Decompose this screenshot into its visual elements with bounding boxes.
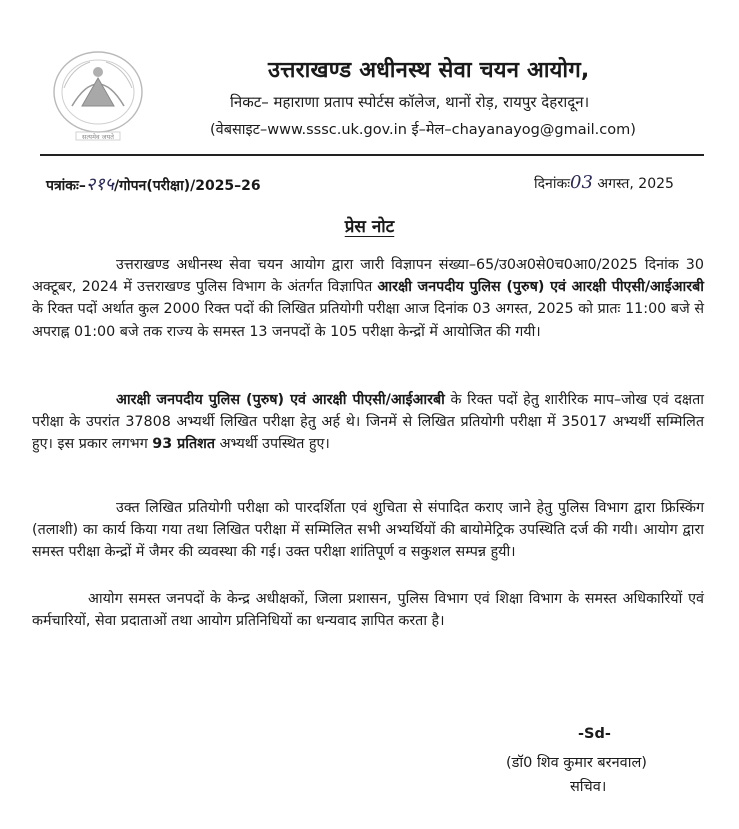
signature-sd: -Sd- xyxy=(578,726,611,742)
p1-text-c: के रिक्त पदों अर्थात कुल 2000 रिक्त पदों की लिखित प्रतियोगी परीक्षा आज दिनांक 03 अगस्त, 2025 को प्रातः 11:00 बजे से अपराह्न 01:00 बजे तक राज्य के समस्त 13 जनपदों के 105 परीक्षा केन्द्रों में आयोजित की गयी। xyxy=(32,301,704,340)
p2-text-d: अभ्यर्थी उपस्थित हुए। xyxy=(215,436,330,453)
document-date xyxy=(534,172,674,193)
document-heading xyxy=(0,214,739,237)
reference-suffix: /गोपन(परीक्षा)/2025–26 xyxy=(113,178,261,194)
org-address: निकट– महाराणा प्रताप स्पोर्टस कॉलेज, थानों रोड़, रायपुर देहरादून। xyxy=(230,93,590,111)
reference-prefix: पत्रांकः– xyxy=(46,178,86,194)
p2-text-b: के रिक्त पदों हेतु शारीरिक माप–जोख एवं दक्षता परीक्षा के उपरांत 37808 अभ्यर्थी लिखित परीक्षा हेतु अर्ह थे। जिनमें से लिखित प्रतियोगी परीक्षा में 35017 अभ्यर्थी सम्मिलित हुए। इस प्रकार लगभग xyxy=(32,392,704,453)
signatory-name: (डॉ0 शिव कुमार बरनवाल) xyxy=(506,755,647,771)
reference-handwritten-number: २१५ xyxy=(85,174,114,195)
paragraph-1 xyxy=(32,254,704,343)
p2-bold-percent: 93 प्रतिशत xyxy=(152,436,216,453)
org-name: उत्तराखण्ड अधीनस्थ सेवा चयन आयोग, xyxy=(268,58,590,83)
org-contact: (वेबसाइट–www.sssc.uk.gov.in ई–मेल–chayanayog@gmail.com) xyxy=(210,122,636,138)
header-divider xyxy=(40,154,704,156)
date-prefix: दिनांकः xyxy=(534,176,571,192)
date-rest: अगस्त, 2025 xyxy=(592,176,674,192)
heading-text: प्रेस नोट xyxy=(344,217,395,237)
emblem-motto: सत्यमेव जयते xyxy=(82,133,114,141)
p1-text-a: उत्तराखण्ड अधीनस्थ सेवा चयन आयोग द्वारा जारी विज्ञापन संख्या–65/उ0अ0से0च0आ0/2025 दिनांक 30 अक्टूबर, 2024 में उत्तराखण्ड पुलिस विभाग के अंतर्गत विज्ञापित xyxy=(32,257,704,296)
signatory-title: सचिव। xyxy=(570,779,607,795)
date-handwritten-day: 03 xyxy=(570,172,593,193)
commission-emblem-logo xyxy=(42,48,154,146)
paragraph-3: उक्त लिखित प्रतियोगी परीक्षा को पारदर्शिता एवं शुचिता से संपादित कराए जाने हेतु पुलिस विभाग द्वारा फ्रिस्किंग (तलाशी) का कार्य किया गया तथा लिखित परीक्षा में सम्मिलित सभी अभ्यर्थियों की बायोमेट्रिक उपस्थिति दर्ज की गयी। आयोग द्वारा समस्त परीक्षा केन्द्रों में जैमर की व्यवस्था की गई। उक्त परीक्षा शांतिपूर्ण व सकुशल सम्पन्न हुयी। xyxy=(32,500,704,561)
paragraph-4: आयोग समस्त जनपदों के केन्द्र अधीक्षकों, जिला प्रशासन, पुलिस विभाग एवं शिक्षा विभाग के समस्त अधिकारियों एवं कर्मचारियों, सेवा प्रदाताओं तथा आयोग प्रतिनिधियों का धन्यवाद ज्ञापित करता है। xyxy=(32,591,704,630)
paragraph-2 xyxy=(32,389,704,456)
reference-number xyxy=(46,172,261,196)
p1-bold-posts: आरक्षी जनपदीय पुलिस (पुरुष) एवं आरक्षी पीएसी/आईआरबी xyxy=(377,279,704,296)
p2-bold-posts: आरक्षी जनपदीय पुलिस (पुरुष) एवं आरक्षी पीएसी/आईआरबी xyxy=(116,392,445,408)
